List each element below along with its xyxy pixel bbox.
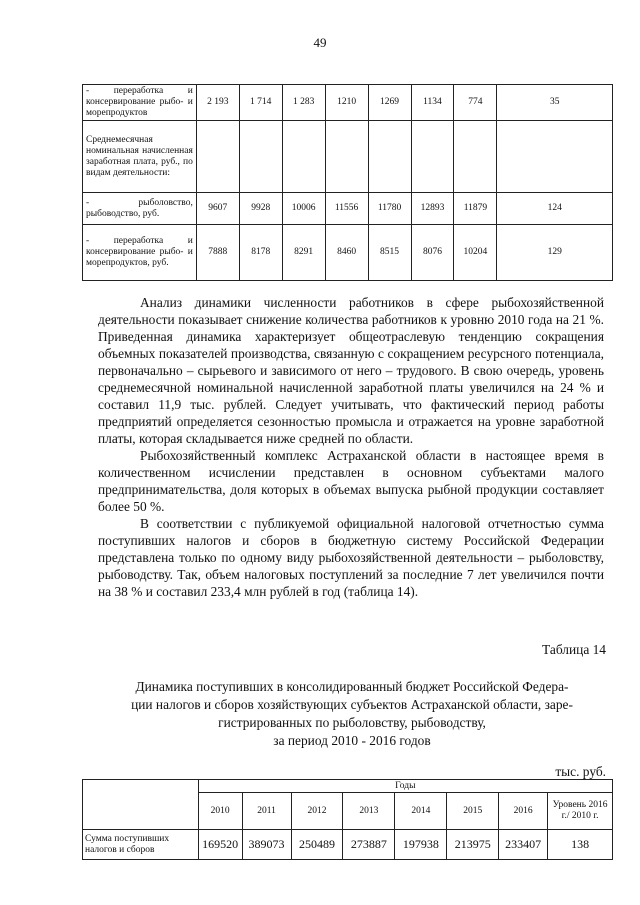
table-cell: 8178 (239, 225, 282, 281)
table-row (83, 85, 613, 121)
row-label: - рыболовство, рыбоводство, руб. (83, 193, 197, 225)
table-cell-level (497, 121, 613, 193)
table-row (83, 121, 613, 193)
year-header: 2010 (198, 793, 242, 830)
table-cell (325, 121, 368, 193)
row-label: - переработка и консервирование рыбо- и морепродуктов (83, 85, 197, 121)
caption-line: Динамика поступивших в консолидированный бюджет Российской Федера- (135, 679, 569, 694)
table-cell-level: 124 (497, 193, 613, 225)
unit-label: тыс. руб. (555, 764, 606, 779)
year-header: 2012 (291, 793, 343, 830)
table-cell: 11879 (454, 193, 497, 225)
year-header: 2016 (499, 793, 548, 830)
table-cell (411, 121, 454, 193)
table-cell: 9928 (239, 193, 282, 225)
table-header-row (83, 780, 613, 793)
level-header: Уровень 2016 г./ 2010 г. (548, 793, 613, 830)
table-row (83, 830, 613, 860)
years-header: Годы (198, 780, 612, 793)
table-13-continuation (82, 84, 613, 281)
table-cell: 389073 (242, 830, 291, 860)
paragraph: В соответствии с публикуемой официальной налоговой отчетностью сумма поступивших налогов и сборов в бюджетную систему Российской Федерации представлена только по одному виду рыбохозяйственной деятельности – рыболовству, рыбоводству. Так, объем налоговых поступлений за последние 7 лет увеличился почти на 38 % и составил 233,4 млн рублей в год (таблица 14). (98, 516, 604, 599)
table-cell: 273887 (343, 830, 395, 860)
year-header: 2013 (343, 793, 395, 830)
table-cell: 1210 (325, 85, 368, 121)
page-number: 49 (313, 35, 327, 50)
table-cell: 1 714 (239, 85, 282, 121)
caption-line: за период 2010 - 2016 годов (273, 733, 431, 748)
row-label: Среднемесячная номинальная начисленная заработная плата, руб., по видам деятельности: (83, 121, 197, 193)
table-cell (196, 121, 239, 193)
year-header: 2014 (395, 793, 447, 830)
table-row (83, 225, 613, 281)
table-cell-level: 138 (548, 830, 613, 860)
table-cell: 169520 (198, 830, 242, 860)
table-cell: 2 193 (196, 85, 239, 121)
table-cell: 213975 (447, 830, 499, 860)
table-cell-level: 35 (497, 85, 613, 121)
table-cell: 10006 (282, 193, 325, 225)
paragraph: Анализ динамики численности работников в сфере рыбохозяйственной деятельности показывает снижение количества работников к уровню 2010 года на 21 %. Приведенная динамика характеризует общеотраслевую тенденцию сокращения объемных показателей производства, связанную с сокращением ресурсного потенциала, первоначально – сырьевого и зависимого от него – трудового. В свою очередь, уровень среднемесячной номинальной начисленной заработной платы увеличился на 24 % и составил 11,9 тыс. рублей. Следует учитывать, что фактический период работы предприятий определяется сезонностью промысла и отражается на уровне заработной платы, которая складывается ниже средней по области. (98, 295, 604, 446)
table-cell-level: 129 (497, 225, 613, 281)
table-cell: 250489 (291, 830, 343, 860)
table-cell: 1 283 (282, 85, 325, 121)
table-cell: 1269 (368, 85, 411, 121)
year-header: 2015 (447, 793, 499, 830)
table-row (83, 193, 613, 225)
table-cell: 774 (454, 85, 497, 121)
caption-line: ции налогов и сборов хозяйствующих субъектов Астраханской области, заре- (131, 697, 573, 712)
table-cell: 12893 (411, 193, 454, 225)
table-cell: 8515 (368, 225, 411, 281)
table-cell (239, 121, 282, 193)
table-cell: 8076 (411, 225, 454, 281)
table-number-label: Таблица 14 (542, 642, 606, 657)
table-cell: 233407 (499, 830, 548, 860)
table-cell: 9607 (196, 193, 239, 225)
body-text (98, 294, 604, 600)
caption-line: гистрированных по рыболовству, рыбоводству, (218, 715, 486, 730)
table-cell (282, 121, 325, 193)
row-label: - переработка и консервирование рыбо- и морепродуктов, руб. (83, 225, 197, 281)
table-cell: 10204 (454, 225, 497, 281)
table-cell (368, 121, 411, 193)
year-header: 2011 (242, 793, 291, 830)
empty-header-cell (83, 780, 199, 830)
table-cell: 1134 (411, 85, 454, 121)
row-label: Сумма поступивших налогов и сборов (83, 830, 199, 860)
table-14 (82, 779, 613, 860)
table-cell: 8291 (282, 225, 325, 281)
table-cell: 8460 (325, 225, 368, 281)
table-cell (454, 121, 497, 193)
table-cell: 7888 (196, 225, 239, 281)
table-caption (98, 678, 606, 750)
table-cell: 197938 (395, 830, 447, 860)
table-cell: 11556 (325, 193, 368, 225)
paragraph: Рыбохозяйственный комплекс Астраханской области в настоящее время в количественном исчислении представлен в основном субъектами малого предпринимательства, доля которых в объемах выпуска рыбной продукции составляет более 50 %. (98, 448, 604, 514)
table-cell: 11780 (368, 193, 411, 225)
